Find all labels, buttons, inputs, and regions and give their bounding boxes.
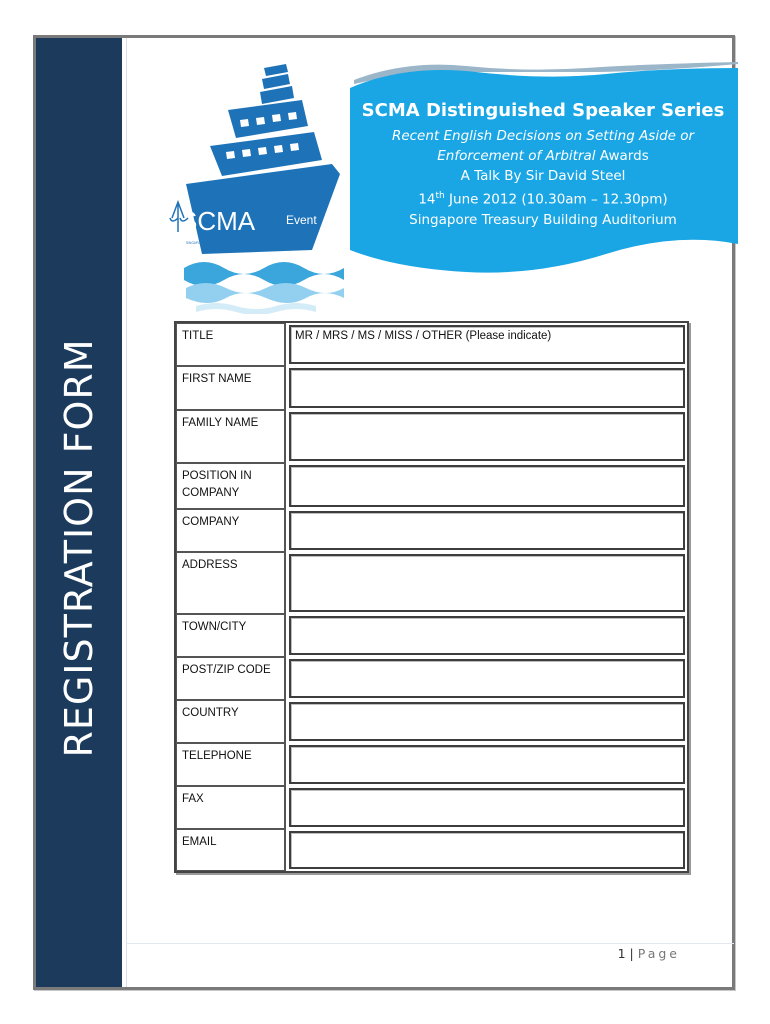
banner-text	[348, 100, 738, 230]
field-label: POSITION IN COMPANY	[176, 463, 286, 509]
event-venue: Singapore Treasury Building Auditorium	[409, 211, 677, 228]
telephone-field[interactable]	[289, 745, 685, 784]
registration-table	[174, 321, 689, 873]
email-field[interactable]	[289, 831, 685, 869]
field-label: TITLE	[176, 323, 286, 366]
banner-title: SCMA Distinguished Speaker Series	[361, 100, 725, 121]
form-row-fax	[176, 786, 687, 829]
field-label: POST/ZIP CODE	[176, 657, 286, 700]
footer-divider	[126, 943, 734, 944]
position-field[interactable]	[289, 465, 685, 507]
form-row-title	[176, 323, 687, 366]
field-label: TELEPHONE	[176, 743, 286, 786]
field-label: EMAIL	[176, 829, 286, 871]
fax-field[interactable]	[289, 788, 685, 827]
page-number: 1 | Page	[617, 946, 680, 961]
form-row-family-name	[176, 410, 687, 463]
address-field[interactable]	[289, 554, 685, 612]
scma-ship-logo	[136, 54, 346, 314]
sidebar-band	[36, 38, 122, 987]
form-row-country	[176, 700, 687, 743]
divider	[126, 38, 127, 987]
talk-title-line2: Enforcement of Arbitral Awards	[437, 148, 649, 164]
scma-logo-text: SCMA	[180, 206, 256, 236]
registration-form-title: REGISTRATION FORM	[57, 338, 101, 758]
field-label: FAX	[176, 786, 286, 829]
field-label: TOWN/CITY	[176, 614, 286, 657]
form-row-company	[176, 509, 687, 552]
talk-title-line1: Recent English Decisions on Setting Aside or	[391, 128, 695, 144]
country-field[interactable]	[289, 702, 685, 741]
speaker-line: A Talk By Sir David Steel	[460, 168, 626, 184]
document-page	[33, 35, 735, 990]
event-tag: Event	[286, 213, 317, 227]
form-row-first-name	[176, 366, 687, 410]
event-date: 14th June 2012 (10.30am – 12.30pm)	[418, 191, 668, 208]
field-label: COMPANY	[176, 509, 286, 552]
field-label: COUNTRY	[176, 700, 286, 743]
town-city-field[interactable]	[289, 616, 685, 655]
field-label: FIRST NAME	[176, 366, 286, 410]
first-name-field[interactable]	[289, 368, 685, 408]
form-row-address	[176, 552, 687, 614]
logo-subtitle: SINGAPORE CHAMBER OF MARITIME ARBITRATION	[186, 241, 266, 245]
form-row-town	[176, 614, 687, 657]
form-row-telephone	[176, 743, 687, 786]
family-name-field[interactable]	[289, 412, 685, 461]
company-field[interactable]	[289, 511, 685, 550]
postcode-field[interactable]	[289, 659, 685, 698]
title-field[interactable]: MR / MRS / MS / MISS / OTHER (Please indicate)	[289, 325, 685, 364]
field-label: FAMILY NAME	[176, 410, 286, 463]
form-row-position	[176, 463, 687, 509]
form-row-postcode	[176, 657, 687, 700]
form-row-email	[176, 829, 687, 871]
field-label: ADDRESS	[176, 552, 286, 614]
